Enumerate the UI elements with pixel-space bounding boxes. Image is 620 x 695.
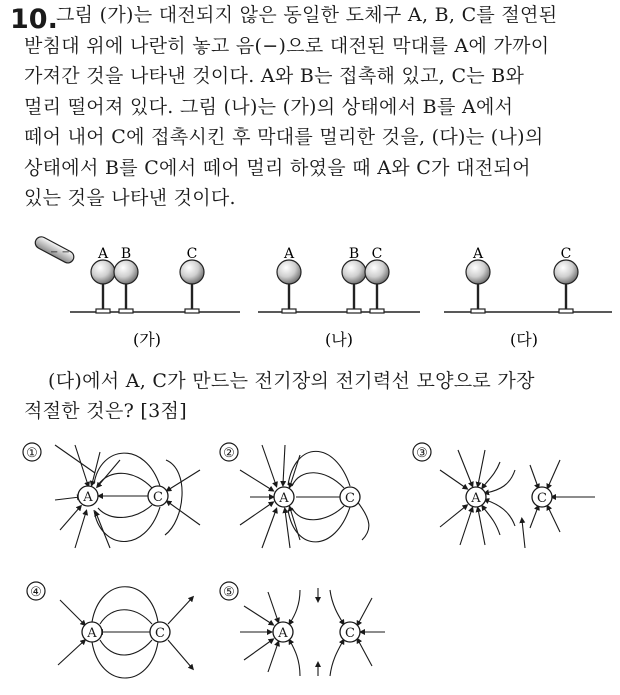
caption-na: (나): [325, 330, 353, 349]
choice-number: ①: [26, 446, 38, 461]
choice-4[interactable]: [27, 582, 192, 678]
caption-ga: (가): [133, 330, 161, 349]
stem-line: 있는 것을 나타낸 것이다.: [24, 187, 236, 209]
stem-line: 그림 (가)는 대전되지 않은 동일한 도체구 A, B, C를 절연된: [56, 4, 558, 26]
sphere-a-label: A: [83, 490, 93, 505]
label-a: A: [283, 246, 295, 262]
label-a: A: [97, 246, 109, 262]
choice-number: ④: [30, 585, 42, 600]
prompt-line: (다)에서 A, C가 만드는 전기장의 전기력선 모양으로 가장: [48, 370, 535, 392]
sphere-c-label: C: [153, 490, 163, 505]
sphere-c-label: C: [345, 626, 355, 641]
sphere-a-label: A: [278, 626, 288, 641]
question-number: 10.: [10, 4, 58, 35]
choice-number: ⑤: [223, 585, 235, 600]
stem-line: 떼어 내어 C에 접촉시킨 후 막대를 멀리한 것을, (다)는 (나)의: [24, 126, 544, 148]
choice-2[interactable]: [220, 443, 369, 548]
label-c: C: [186, 246, 198, 262]
label-c: C: [560, 246, 572, 262]
stem-line: 상태에서 B를 C에서 떼어 멀리 하였을 때 A와 C가 대전되어: [24, 156, 531, 179]
label-a: A: [472, 246, 484, 262]
stem-line: 가져간 것을 나타낸 것이다. A와 B는 접촉해 있고, C는 B와: [24, 65, 525, 87]
choice-3[interactable]: [413, 443, 595, 548]
choice-number: ③: [416, 446, 428, 461]
rod-charge-marks: − −: [50, 247, 70, 258]
stem-line: 받침대 위에 나란히 놓고 음(−)으로 대전된 막대를 A에 가까이: [24, 34, 550, 57]
label-b: B: [348, 246, 360, 262]
choice-1[interactable]: [23, 443, 200, 548]
choice-5[interactable]: [220, 582, 385, 676]
label-b: B: [120, 246, 132, 262]
sphere-a-label: A: [471, 491, 481, 506]
sphere-c-label: C: [537, 491, 547, 506]
sphere-a-label: A: [279, 491, 289, 506]
choice-number: ②: [223, 446, 235, 461]
stem-line: 멀리 떨어져 있다. 그림 (나)는 (가)의 상태에서 B를 A에서: [24, 95, 514, 118]
sphere-c-label: C: [155, 626, 165, 641]
sphere-a-label: A: [87, 626, 97, 641]
label-c: C: [371, 246, 383, 262]
caption-da: (다): [510, 330, 538, 349]
sphere-c-label: C: [345, 491, 355, 506]
prompt-line: 적절한 것은? [3점]: [24, 400, 187, 422]
